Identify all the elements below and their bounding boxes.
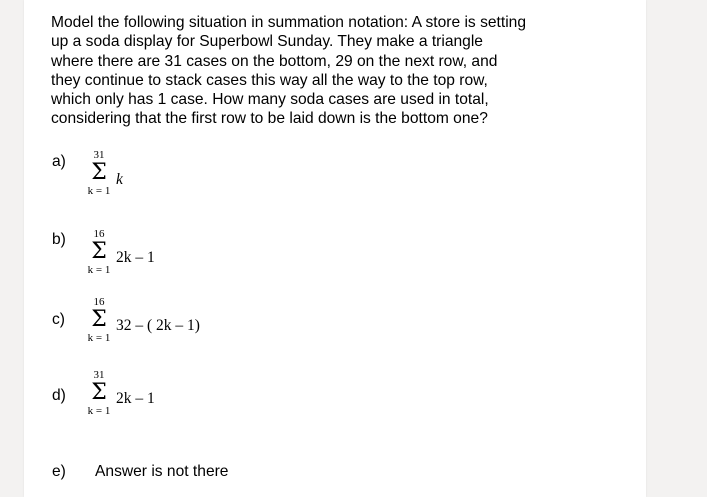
option-d-summation [84,369,114,417]
sigma-icon: Σ [91,239,107,264]
sigma-icon: Σ [91,307,107,332]
option-c-expression: 32 – ( 2k – 1) [116,317,200,334]
option-a-expression: k [116,171,123,188]
option-c-label: c) [52,311,65,328]
upper-limit: 31 [93,369,105,381]
option-b-expression: 2k – 1 [116,249,155,266]
option-c-summation [84,296,114,344]
upper-limit: 16 [93,228,105,240]
question-line: considering that the first row to be laid down is the bottom one? [51,110,488,128]
question-line: where there are 31 cases on the bottom, 29 on the next row, and [51,52,498,70]
option-a-label: a) [52,153,66,170]
option-a-summation [84,149,114,197]
lower-limit: k = 1 [87,405,111,417]
question-line: up a soda display for Superbowl Sunday. They make a triangle [51,33,483,51]
question-line: Model the following situation in summation notation: A store is setting [51,14,527,31]
sigma-icon: Σ [91,160,107,185]
option-b-summation [84,228,114,276]
option-d-label: d) [52,387,66,404]
upper-limit: 16 [93,296,105,308]
option-b-label: b) [52,231,66,248]
option-e-label: e) [52,463,66,480]
lower-limit: k = 1 [87,185,111,197]
question-text [51,13,631,129]
question-line: which only has 1 case. How many soda cases are used in total, [51,91,489,109]
document-page [24,0,646,497]
option-e-text: Answer is not there [95,463,229,480]
upper-limit: 31 [93,149,105,161]
option-d-expression: 2k – 1 [116,390,155,407]
lower-limit: k = 1 [87,332,111,344]
sigma-icon: Σ [91,380,107,405]
question-line: they continue to stack cases this way all the way to the top row, [51,71,488,89]
lower-limit: k = 1 [87,264,111,276]
